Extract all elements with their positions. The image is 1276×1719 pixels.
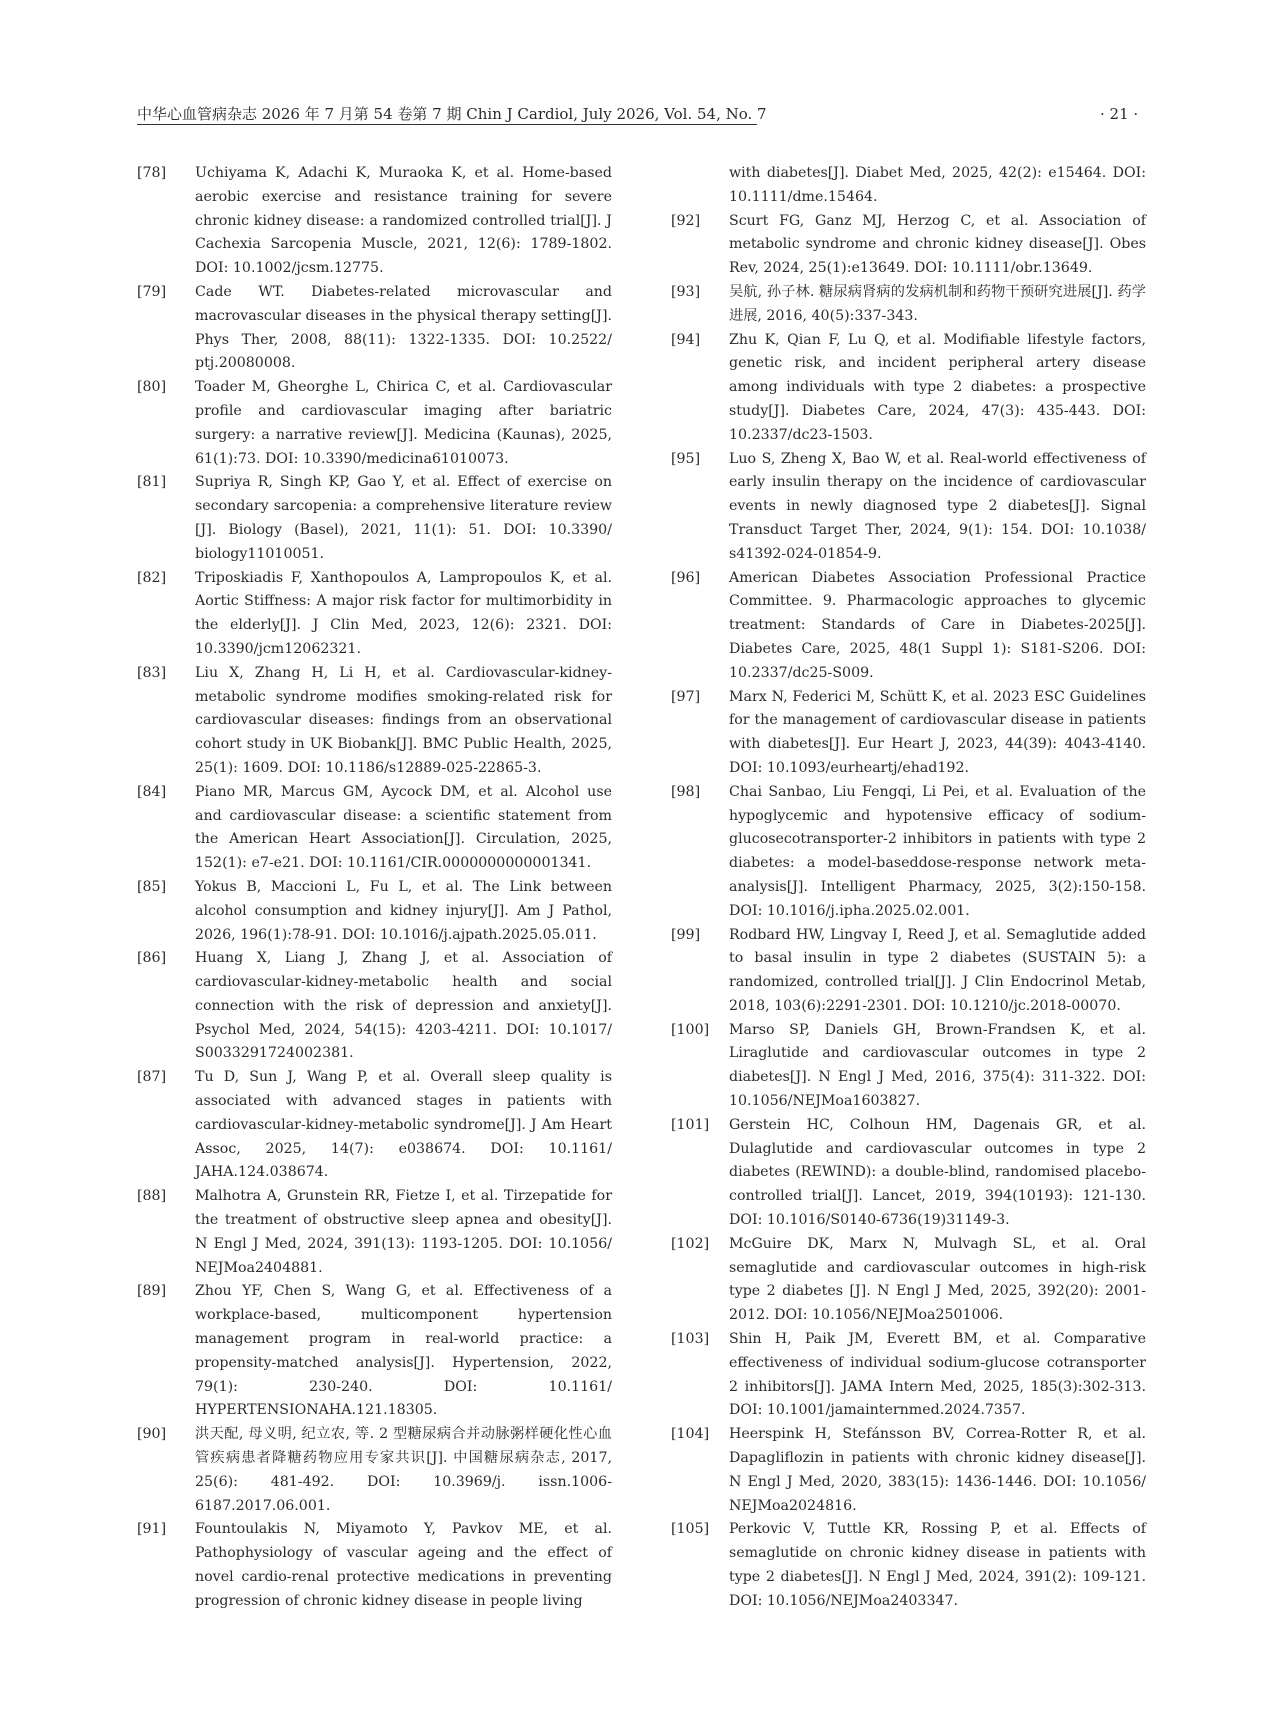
reference-number: [94] bbox=[671, 331, 701, 348]
reference-entry bbox=[137, 662, 612, 781]
reference-entry bbox=[671, 1233, 1146, 1328]
reference-number: [86] bbox=[137, 950, 167, 967]
reference-text: Marso SP, Daniels GH, Brown-Frandsen K, et al. Liraglutide and cardiovascular outcomes in type 2 diabetes[J]. N Engl J Med, 2016, 375(4): 311-322. DOI: 10.1056/NEJMoa1603827. bbox=[729, 1021, 1146, 1110]
reference-number: [92] bbox=[671, 212, 701, 229]
reference-text: Zhou YF, Chen S, Wang G, et al. Effectiveness of a workplace-based, multicomponent hypertension management program in real-world practice: a propensity-matched analysis[J]. Hypertension, 2022, 79(1): 230-240. DOI: 10.1161/ HYPERTENSIONAHA.121.18305. bbox=[195, 1283, 612, 1419]
reference-text: 洪天配, 母义明, 纪立农, 等. 2 型糖尿病合并动脉粥样硬化性心血管疾病患者降糖药物应用专家共识[J]. 中国糖尿病杂志, 2017, 25(6): 481-492. DOI: 10.3969/j. issn.1006-6187.2017.06.001. bbox=[195, 1426, 612, 1514]
reference-entry bbox=[671, 781, 1146, 924]
reference-text: Scurt FG, Ganz MJ, Herzog C, et al. Association of metabolic syndrome and chronic kidney disease[J]. Obes Rev, 2024, 25(1):e13649. DOI: 10.1111/obr.13649. bbox=[729, 212, 1146, 277]
reference-number: [81] bbox=[137, 474, 167, 491]
reference-number: [91] bbox=[137, 1521, 167, 1538]
reference-entry bbox=[137, 781, 612, 876]
reference-number: [87] bbox=[137, 1069, 167, 1086]
reference-entry bbox=[137, 162, 612, 281]
reference-entry bbox=[671, 281, 1146, 329]
reference-number: [101] bbox=[671, 1116, 710, 1133]
reference-text: Zhu K, Qian F, Lu Q, et al. Modifiable lifestyle factors, genetic risk, and incident peripheral artery disease among individuals with type 2 diabetes: a prospective study[J]. Diabetes Care, 2024, 47(3): 435-443. DOI: 10.2337/dc23-1503. bbox=[729, 331, 1146, 443]
reference-text: Yokus B, Maccioni L, Fu L, et al. The Link between alcohol consumption and kidney injury[J]. Am J Pathol, 2026, 196(1):78-91. DOI: 10.1016/j.ajpath.2025.05.011. bbox=[195, 878, 612, 943]
reference-number: [90] bbox=[137, 1426, 167, 1443]
reference-entry bbox=[137, 281, 612, 376]
reference-number: [95] bbox=[671, 450, 701, 467]
reference-entry bbox=[137, 1423, 612, 1518]
reference-entry bbox=[671, 1019, 1146, 1114]
reference-entry bbox=[137, 1185, 612, 1280]
reference-entry bbox=[671, 1423, 1146, 1518]
reference-number: [83] bbox=[137, 664, 167, 681]
reference-text: Heerspink H, Stefánsson BV, Correa-Rotter R, et al. Dapagliflozin in patients with chronic kidney disease[J]. N Engl J Med, 2020, 383(15): 1436-1446. DOI: 10.1056/ NEJMoa2024816. bbox=[729, 1426, 1146, 1514]
reference-entry bbox=[671, 1518, 1146, 1613]
reference-entry bbox=[671, 1114, 1146, 1233]
reference-entry bbox=[671, 329, 1146, 448]
reference-text: Toader M, Gheorghe L, Chirica C, et al. Cardiovascular profile and cardiovascular imaging after bariatric surgery: a narrative review[J]. Medicina (Kaunas), 2025, 61(1):73. DOI: 10.3390/medicina61010073. bbox=[195, 379, 612, 467]
reference-entry bbox=[671, 1328, 1146, 1423]
reference-number: [103] bbox=[671, 1331, 710, 1348]
reference-text: Piano MR, Marcus GM, Aycock DM, et al. Alcohol use and cardiovascular disease: a scientific statement from the American Heart Association[J]. Circulation, 2025, 152(1): e7-e21. DOI: 10.1161/CIR.0000000000001341. bbox=[195, 783, 612, 872]
reference-text: Chai Sanbao, Liu Fengqi, Li Pei, et al. Evaluation of the hypoglycemic and hypotensive efficacy of sodium-glucosecotransporter-2 inhibitors in patients with type 2 diabetes: a model-baseddose-response network meta-analysis[J]. Intelligent Pharmacy, 2025, 3(2):150-158. DOI: 10.1016/j.ipha.2025.02.001. bbox=[729, 783, 1146, 919]
reference-text: Huang X, Liang J, Zhang J, et al. Association of cardiovascular-kidney-metabolic health and social connection with the risk of depression and anxiety[J]. Psychol Med, 2024, 54(15): 4203-4211. DOI: 10.1017/ S0033291724002381. bbox=[195, 950, 612, 1062]
reference-entry bbox=[137, 1280, 612, 1423]
reference-entry bbox=[137, 471, 612, 566]
reference-text: Luo S, Zheng X, Bao W, et al. Real-world effectiveness of early insulin therapy on the incidence of cardiovascular events in newly diagnosed type 2 diabetes[J]. Signal Transduct Target Ther, 2024, 9(1): 154. DOI: 10.1038/ s41392-024-01854-9. bbox=[729, 450, 1146, 562]
reference-number: [93] bbox=[671, 283, 701, 300]
reference-entry bbox=[137, 1066, 612, 1185]
reference-entry bbox=[137, 567, 612, 662]
reference-text: Marx N, Federici M, Schütt K, et al. 2023 ESC Guidelines for the management of cardiovascular disease in patients with diabetes[J]. Eur Heart J, 2023, 44(39): 4043-4140. DOI: 10.1093/eurheartj/ehad192. bbox=[729, 688, 1146, 776]
reference-entry bbox=[137, 947, 612, 1066]
header-underline bbox=[137, 124, 757, 125]
reference-number: [102] bbox=[671, 1235, 710, 1252]
reference-text: Supriya R, Singh KP, Gao Y, et al. Effect of exercise on secondary sarcopenia: a comprehensive literature review [J]. Biology (Basel), 2021, 11(1): 51. DOI: 10.3390/ biology11010051. bbox=[195, 474, 612, 562]
reference-entry bbox=[671, 448, 1146, 567]
reference-number: [97] bbox=[671, 688, 701, 705]
reference-text: 吴航, 孙子林. 糖尿病肾病的发病机制和药物干预研究进展[J]. 药学进展, 2016, 40(5):337-343. bbox=[729, 283, 1146, 324]
reference-text: McGuire DK, Marx N, Mulvagh SL, et al. Oral semaglutide and cardiovascular outcomes in high-risk type 2 diabetes [J]. N Engl J Med, 2025, 392(20): 2001-2012. DOI: 10.1056/NEJMoa2501006. bbox=[729, 1235, 1146, 1324]
reference-text: Gerstein HC, Colhoun HM, Dagenais GR, et al. Dulaglutide and cardiovascular outcomes in type 2 diabetes (REWIND): a double-blind, randomised placebo-controlled trial[J]. Lancet, 2019, 394(10193): 121-130. DOI: 10.1016/S0140-6736(19)31149-3. bbox=[729, 1116, 1146, 1229]
reference-number: [105] bbox=[671, 1521, 710, 1538]
reference-number: [85] bbox=[137, 878, 167, 895]
reference-number: [96] bbox=[671, 569, 701, 586]
reference-text: Triposkiadis F, Xanthopoulos A, Lampropoulos K, et al. Aortic Stiffness: A major risk factor for multimorbidity in the elderly[J]. J Clin Med, 2023, 12(6): 2321. DOI: 10.3390/jcm12062321. bbox=[195, 569, 612, 657]
reference-number: [84] bbox=[137, 783, 167, 800]
reference-number: [99] bbox=[671, 926, 701, 943]
reference-text: Uchiyama K, Adachi K, Muraoka K, et al. Home-based aerobic exercise and resistance training for severe chronic kidney disease: a randomized controlled trial[J]. J Cachexia Sarcopenia Muscle, 2021, 12(6): 1789-1802. DOI: 10.1002/jcsm.12775. bbox=[195, 165, 612, 277]
reference-number: [88] bbox=[137, 1188, 167, 1205]
reference-text: Rodbard HW, Lingvay I, Reed J, et al. Semaglutide added to basal insulin in type 2 diabetes (SUSTAIN 5): a randomized, controlled trial[J]. J Clin Endocrinol Metab, 2018, 103(6):2291-2301. DOI: 10.1210/jc.2018-00070. bbox=[729, 926, 1146, 1014]
reference-number: [78] bbox=[137, 165, 167, 181]
reference-number: [100] bbox=[671, 1021, 710, 1038]
reference-entry bbox=[137, 876, 612, 947]
reference-text: Fountoulakis N, Miyamoto Y, Pavkov ME, et al. Pathophysiology of vascular ageing and the effect of novel cardio-renal protective medications in preventing progression of chronic kidney disease in people living bbox=[195, 1521, 612, 1609]
reference-text: Tu D, Sun J, Wang P, et al. Overall sleep quality is associated with advanced stages in patients with cardiovascular-kidney-metabolic syndrome[J]. J Am Heart Assoc, 2025, 14(7): e038674. DOI: 10.1161/ JAHA.124.038674. bbox=[195, 1069, 612, 1181]
reference-entry bbox=[671, 924, 1146, 1019]
reference-text: Perkovic V, Tuttle KR, Rossing P, et al. Effects of semaglutide on chronic kidney disease in patients with type 2 diabetes[J]. N Engl J Med, 2024, 391(2): 109-121. DOI: 10.1056/NEJMoa2403347. bbox=[729, 1521, 1146, 1609]
reference-number: [89] bbox=[137, 1283, 167, 1300]
reference-column-right bbox=[671, 162, 1146, 1614]
reference-number: [98] bbox=[671, 783, 701, 800]
reference-text: American Diabetes Association Professional Practice Committee. 9. Pharmacologic approaches to glycemic treatment: Standards of Care in Diabetes-2025[J]. Diabetes Care, 2025, 48(1 Suppl 1): S181-S206. DOI: 10.2337/dc25-S009. bbox=[729, 569, 1146, 681]
reference-text: Shin H, Paik JM, Everett BM, et al. Comparative effectiveness of individual sodium-glucose cotransporter 2 inhibitors[J]. JAMA Intern Med, 2025, 185(3):302-313. DOI: 10.1001/jamainternmed.2024.7357. bbox=[729, 1331, 1146, 1419]
reference-text: Liu X, Zhang H, Li H, et al. Cardiovascular-kidney-metabolic syndrome modifies smoking-related risk for cardiovascular diseases: findings from an observational cohort study in UK Biobank[J]. BMC Public Health, 2025, 25(1): 1609. DOI: 10.1186/s12889-025-22865-3. bbox=[195, 664, 612, 776]
reference-number: [82] bbox=[137, 569, 167, 586]
reference-number: [80] bbox=[137, 379, 167, 396]
reference-entry bbox=[671, 686, 1146, 781]
page-number: · 21 · bbox=[1100, 105, 1139, 123]
reference-entry bbox=[137, 376, 612, 471]
reference-number: [104] bbox=[671, 1426, 710, 1443]
reference-text: Cade WT. Diabetes-related microvascular and macrovascular diseases in the physical therapy setting[J]. Phys Ther, 2008, 88(11): 1322-1335. DOI: 10.2522/ ptj.20080008. bbox=[195, 283, 612, 372]
reference-entry bbox=[671, 210, 1146, 281]
running-header: 中华心血管病杂志 2026 年 7 月第 54 卷第 7 期 Chin J Cardiol, July 2026, Vol. 54, No. 7 bbox=[137, 105, 767, 123]
reference-entry bbox=[671, 567, 1146, 686]
reference-column-left bbox=[137, 162, 612, 1614]
reference-text: Malhotra A, Grunstein RR, Fietze I, et al. Tirzepatide for the treatment of obstructive sleep apnea and obesity[J]. N Engl J Med, 2024, 391(13): 1193-1205. DOI: 10.1056/ NEJMoa2404881. bbox=[195, 1188, 612, 1276]
reference-number: [79] bbox=[137, 283, 167, 300]
reference-entry bbox=[137, 1518, 612, 1613]
reference-continuation: with diabetes[J]. Diabet Med, 2025, 42(2): e15464. DOI: 10.1111/dme.15464. bbox=[729, 165, 1146, 205]
